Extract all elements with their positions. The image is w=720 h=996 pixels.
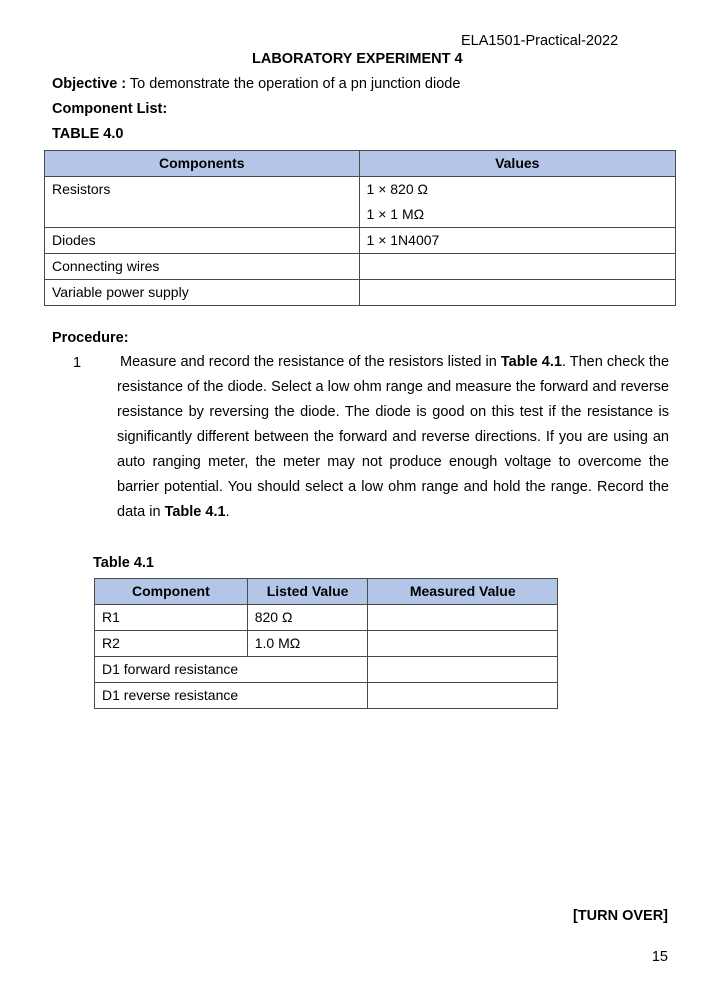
component-cell: D1 forward resistance	[95, 657, 368, 683]
page-number: 15	[651, 949, 668, 965]
table-row	[95, 631, 558, 657]
values-header: Values	[359, 151, 675, 177]
table-header-row	[45, 151, 676, 177]
page-title: LABORATORY EXPERIMENT 4	[252, 51, 463, 67]
value-cell	[359, 177, 675, 228]
table-reference: Table 4.1	[164, 504, 226, 520]
component-cell: Variable power supply	[45, 280, 360, 306]
measured-value-cell	[368, 631, 558, 657]
component-cell: R1	[95, 605, 248, 631]
component-header: Component	[95, 579, 248, 605]
table-4-0-caption: TABLE 4.0	[52, 126, 124, 142]
table-4-1-caption: Table 4.1	[93, 555, 154, 571]
component-cell: Resistors	[45, 177, 360, 228]
listed-value-header: Listed Value	[247, 579, 368, 605]
component-cell: Connecting wires	[45, 254, 360, 280]
component-cell: R2	[95, 631, 248, 657]
table-row	[95, 657, 558, 683]
measured-value-cell	[368, 683, 558, 709]
components-table	[44, 150, 676, 306]
table-row	[95, 683, 558, 709]
document-code: ELA1501-Practical-2022	[461, 33, 619, 49]
table-header-row	[95, 579, 558, 605]
objective	[52, 76, 460, 92]
value-line: 1 × 1 MΩ	[366, 206, 425, 222]
procedure-step-text	[117, 350, 669, 525]
turn-over-note: [TURN OVER]	[572, 908, 668, 924]
objective-label: Objective :	[52, 76, 127, 92]
table-row	[45, 254, 676, 280]
value-cell: 1 × 1N4007	[359, 228, 675, 254]
measurements-table	[94, 578, 558, 709]
procedure-heading: Procedure:	[52, 330, 129, 346]
value-line: 1 × 820 Ω	[366, 181, 428, 197]
step-text-part: Measure and record the resistance of the resistors listed in	[120, 354, 501, 370]
table-row	[45, 177, 676, 228]
measured-value-header: Measured Value	[368, 579, 558, 605]
step-number: 1	[73, 355, 82, 371]
measured-value-cell	[368, 605, 558, 631]
component-list-heading: Component List:	[52, 101, 168, 117]
table-row	[45, 228, 676, 254]
table-row	[95, 605, 558, 631]
components-header: Components	[45, 151, 360, 177]
value-cell	[359, 280, 675, 306]
objective-text: To demonstrate the operation of a pn junction diode	[126, 76, 461, 92]
step-text-part: .	[225, 504, 230, 520]
step-text-part: . Then check the resistance of the diode. Select a low ohm range and measure the forward and reverse resistance by reversing the diode. The diode is good on this test if the resistance is significantly different between the forward and reverse directions. If you are using an auto ranging meter, the meter may not produce enough voltage to overcome the barrier potential. You should select a low ohm range and hold the range. Record the data in	[117, 354, 670, 520]
listed-value-cell: 820 Ω	[247, 605, 368, 631]
table-row	[45, 280, 676, 306]
table-reference: Table 4.1	[500, 354, 562, 370]
value-cell	[359, 254, 675, 280]
component-cell: Diodes	[45, 228, 360, 254]
listed-value-cell: 1.0 MΩ	[247, 631, 368, 657]
component-cell: D1 reverse resistance	[95, 683, 368, 709]
measured-value-cell	[368, 657, 558, 683]
